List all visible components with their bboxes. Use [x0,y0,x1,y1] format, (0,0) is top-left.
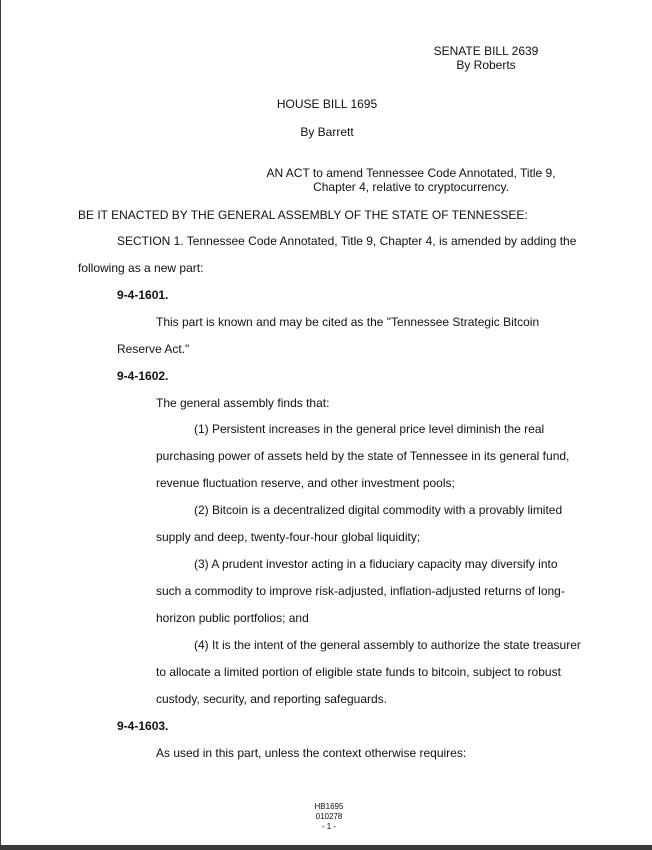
senate-sponsor: By Roberts [456,58,516,72]
finding-4-line1: (4) It is the intent of the general assembly to authorize the state treasurer [194,638,581,652]
document-page [1,0,652,845]
house-bill-number: HOUSE BILL 1695 [276,97,378,111]
finding-3-line2: such a commodity to improve risk-adjusted, inflation-adjusted returns of long- [156,584,565,598]
section-1601-line2: Reserve Act." [117,342,190,356]
act-caption-line1: AN ACT to amend Tennessee Code Annotated, Title 9, [266,166,556,180]
finding-1-line2: purchasing power of assets held by the state of Tennessee in its general fund, [156,449,570,463]
section-1-line1: SECTION 1. Tennessee Code Annotated, Title 9, Chapter 4, is amended by adding the [117,234,577,248]
footer-bill-code: HB1695 [314,802,344,811]
section-1601-line1: This part is known and may be cited as the "Tennessee Strategic Bitcoin [156,315,540,329]
section-1602-intro: The general assembly finds that: [156,396,330,410]
footer-draft-number: 010278 [315,812,343,821]
section-heading-1603: 9-4-1603. [117,719,169,733]
finding-3-line3: horizon public portfolios; and [156,611,309,625]
footer-page-number: - 1 - [321,822,337,831]
house-sponsor: By Barrett [300,125,354,139]
section-1-line2: following as a new part: [78,261,204,275]
finding-3-line1: (3) A prudent investor acting in a fiduciary capacity may diversify into [194,557,558,571]
act-caption-line2: Chapter 4, relative to cryptocurrency. [313,180,509,194]
finding-1-line1: (1) Persistent increases in the general price level diminish the real [194,422,545,436]
finding-2-line2: supply and deep, twenty-four-hour global liquidity; [156,530,421,544]
section-heading-1601: 9-4-1601. [117,288,169,302]
finding-2-line1: (2) Bitcoin is a decentralized digital commodity with a provably limited [194,503,563,517]
enacting-clause: BE IT ENACTED BY THE GENERAL ASSEMBLY OF THE STATE OF TENNESSEE: [78,208,528,222]
section-1603-intro: As used in this part, unless the context otherwise requires: [156,746,467,760]
senate-bill-number: SENATE BILL 2639 [433,44,539,58]
finding-1-line3: revenue fluctuation reserve, and other investment pools; [156,476,455,490]
finding-4-line2: to allocate a limited portion of eligible state funds to bitcoin, subject to robust [156,665,561,679]
section-heading-1602: 9-4-1602. [117,369,169,383]
finding-4-line3: custody, security, and reporting safeguards. [156,692,388,706]
